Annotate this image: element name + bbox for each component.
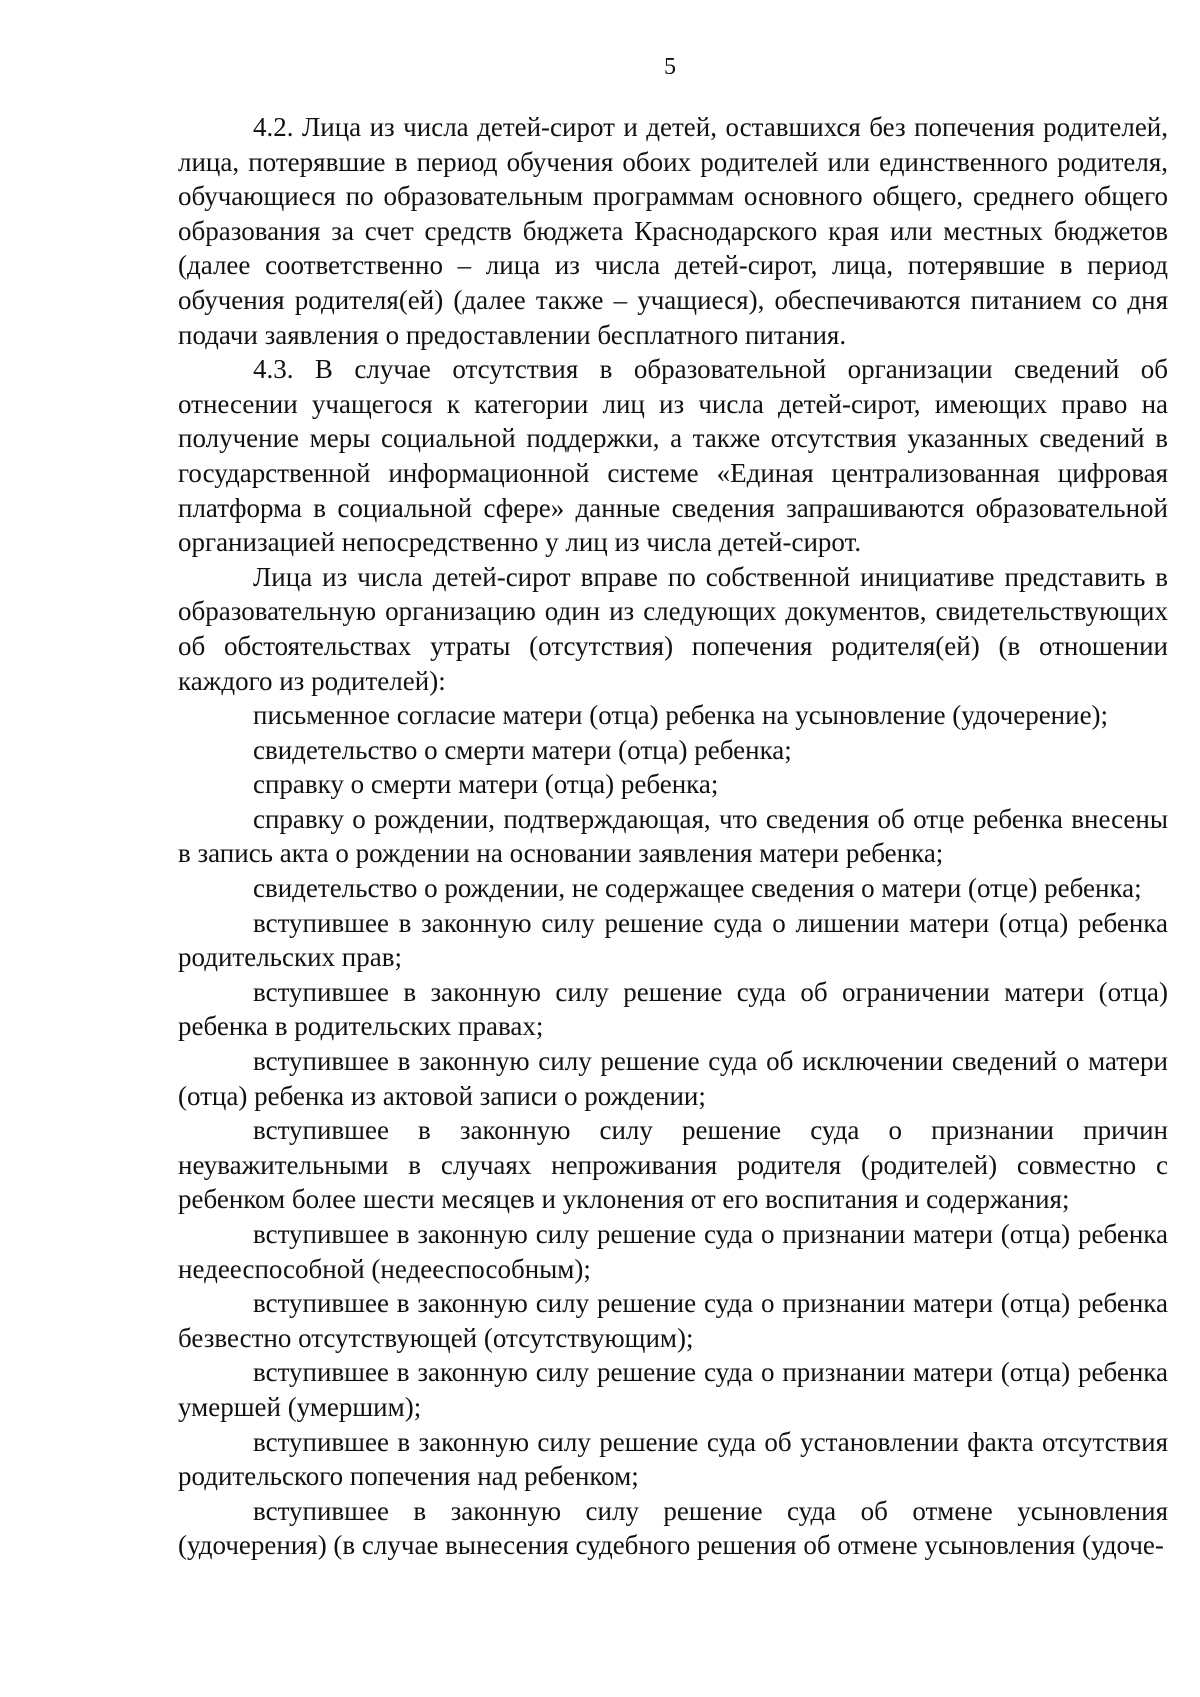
list-item: вступившее в законную силу решение суда о признании причин неуважительными в случаях непроживания родителя (родителей) совместно с ребенком более шести месяцев и уклонения от его воспитания и содержания; (178, 1115, 1168, 1215)
page-number: 5 (664, 54, 676, 80)
list-item: вступившее в законную силу решение суда о лишении матери (отца) ребенка родительских прав; (178, 907, 1168, 973)
list-item: вступившее в законную силу решение суда о признании матери (отца) ребенка недееспособной (недееспособным); (178, 1219, 1168, 1284)
paragraph-4-2: 4.2. Лица из числа детей-сирот и детей, оставшихся без попечения родителей, лица, потерявшие в период обучения обоих родителей или единственного родителя, обучающиеся по образовательным программам основного общего, среднего общего образования за счет средств бюджета Краснодарского края или местных бюджетов (далее соответственно – лица из числа детей-сирот, лица, потерявшие в период обучения родителя(ей) (далее также – учащиеся), обеспечиваются питанием со дня подачи заявления о предоставлении бесплатного питания. (178, 112, 1168, 350)
list-item: свидетельство о смерти матери (отца) ребенка; (253, 734, 792, 765)
list-item: справку о смерти матери (отца) ребенка; (253, 769, 719, 800)
paragraph-documents-intro: Лица из числа детей-сирот вправе по собственной инициативе представить в образовательную организацию один из следующих документов, свидетельствующих об обстоятельствах утраты (отсутствия) попечения родителя(ей) (в отношении каждого из родителей): (178, 561, 1168, 696)
list-item: письменное согласие матери (отца) ребенка на усыновление (удочерение); (253, 700, 1109, 731)
list-item: вступившее в законную силу решение суда о признании матери (отца) ребенка безвестно отсутствующей (отсутствующим); (178, 1288, 1168, 1353)
list-item: вступившее в законную силу решение суда о признании матери (отца) ребенка умершей (умершим); (178, 1357, 1168, 1422)
list-item: справку о рождении, подтверждающая, что сведения об отце ребенка внесены в запись акта о рождении на основании заявления матери ребенка; (178, 803, 1168, 869)
list-item: вступившее в законную силу решение суда об отмене усыновления (удочерения) (в случае вынесения судебного решения об отмене усыновления (удоче- (178, 1495, 1168, 1561)
list-item: вступившее в законную силу решение суда об установлении факта отсутствия родительского попечения над ребенком; (178, 1426, 1168, 1492)
list-item: вступившее в законную силу решение суда об ограничении матери (отца) ребенка в родительских правах; (178, 976, 1168, 1042)
paragraph-4-3: 4.3. В случае отсутствия в образовательной организации сведений об отнесении учащегося к категории лиц из числа детей-сирот, имеющих право на получение меры социальной поддержки, а также отсутствия указанных сведений в государственной информационной системе «Единая централизованная цифровая платформа в социальной сфере» данные сведения запрашиваются образовательной организацией непосредственно у лиц из числа детей-сирот. (178, 354, 1168, 558)
list-item: вступившее в законную силу решение суда об исключении сведений о матери (отца) ребенка из актовой записи о рождении; (178, 1046, 1168, 1111)
document-body (178, 110, 1168, 1563)
list-item: свидетельство о рождении, не содержащее сведения о матери (отце) ребенка; (253, 873, 1142, 904)
